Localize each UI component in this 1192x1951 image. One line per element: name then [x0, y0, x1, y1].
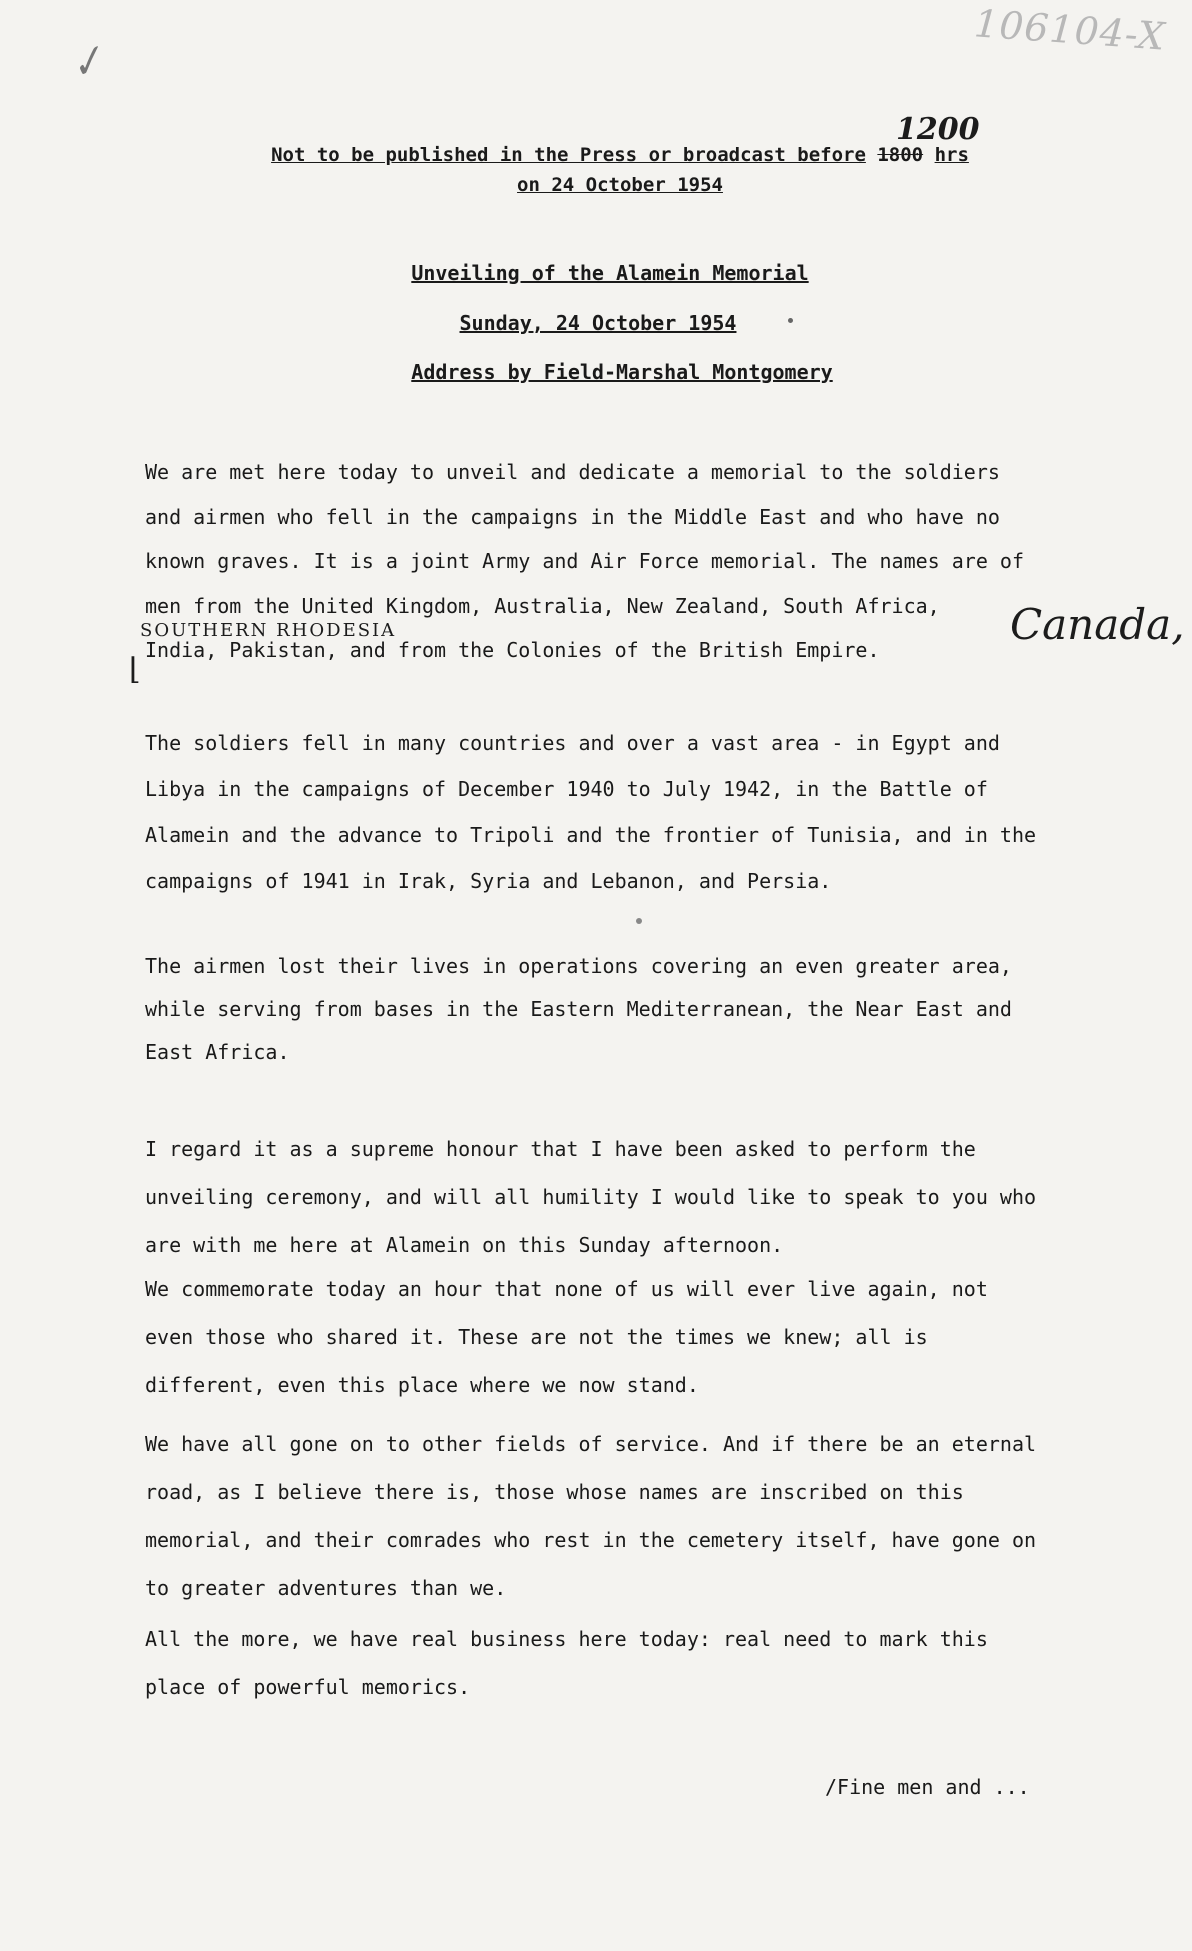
paragraph-service: We have all gone on to other fields of service. And if there be an eternal road, as I believe there is, those whose names are inscribed on this memorial, and their comrades who rest in the cemetery itself, have gone on to greater adventures than we. — [145, 1432, 1037, 1600]
tick-mark: ✓ — [63, 35, 111, 91]
embargo-hrs: hrs — [934, 144, 969, 166]
paragraph-memorial-text: We are met here today to unveil and dedicate a memorial to the soldiers and airmen who fell in the campaigns in the Middle East and who have no known graves. It is a joint Army and Air Force memorial. The names are of men from the United Kingdom, Australia, New Zealand, South Africa, — [145, 460, 1024, 618]
paragraph-airmen: The airmen lost their lives in operations covering an even greater area, while serving from bases in the Eastern Mediterranean, the Near East and East Africa. — [145, 954, 1012, 1064]
paragraph-memorial-end: India, Pakistan, and from the Colonies of the British Empire. — [145, 638, 880, 662]
paragraph-honour: I regard it as a supreme honour that I have been asked to perform the unveiling ceremony, and will all humility I would like to speak to you who are with me here at Alamein on this Sunday afternoon. — [145, 1137, 1037, 1257]
embargo-line2: on 24 October 1954 — [517, 174, 723, 196]
handwritten-canada: Canada, — [1010, 600, 1185, 649]
continuation-catchword: /Fine men and ... — [825, 1775, 1030, 1799]
title-heading: Unveiling of the Alamein Memorial — [411, 261, 809, 285]
paragraph-commemorate: We commemorate today an hour that none of us will ever live again, not even those who shared it. These are not the times we knew; all is different, even this place where we now stand. — [145, 1277, 988, 1397]
insertion-mark: ⌊ — [129, 652, 141, 687]
speaker-heading: Address by Field-Marshal Montgomery — [411, 360, 833, 384]
struck-time: 1800 — [877, 144, 924, 166]
embargo-line1: Not to be published in the Press or broadcast before — [271, 144, 866, 166]
embargo-notice — [235, 140, 1005, 200]
handwritten-southern-rhodesia: SOUTHERN RHODESIA — [140, 620, 397, 641]
file-reference: 106104-X — [973, 1, 1168, 59]
ink-dot — [636, 918, 642, 924]
paragraph-business: All the more, we have real business here today: real need to mark this place of powerful memorics. — [145, 1627, 988, 1699]
paragraph-soldiers: The soldiers fell in many countries and over a vast area - in Egypt and Libya in the campaigns of December 1940 to July 1942, in the Battle of Alamein and the advance to Tripoli and the frontier of Tunisia, and in the campaigns of 1941 in Irak, Syria and Lebanon, and Persia. — [145, 731, 1037, 893]
ink-dot — [788, 318, 793, 323]
handwritten-time: 1200 — [896, 112, 980, 147]
date-heading: Sunday, 24 October 1954 — [459, 311, 737, 335]
